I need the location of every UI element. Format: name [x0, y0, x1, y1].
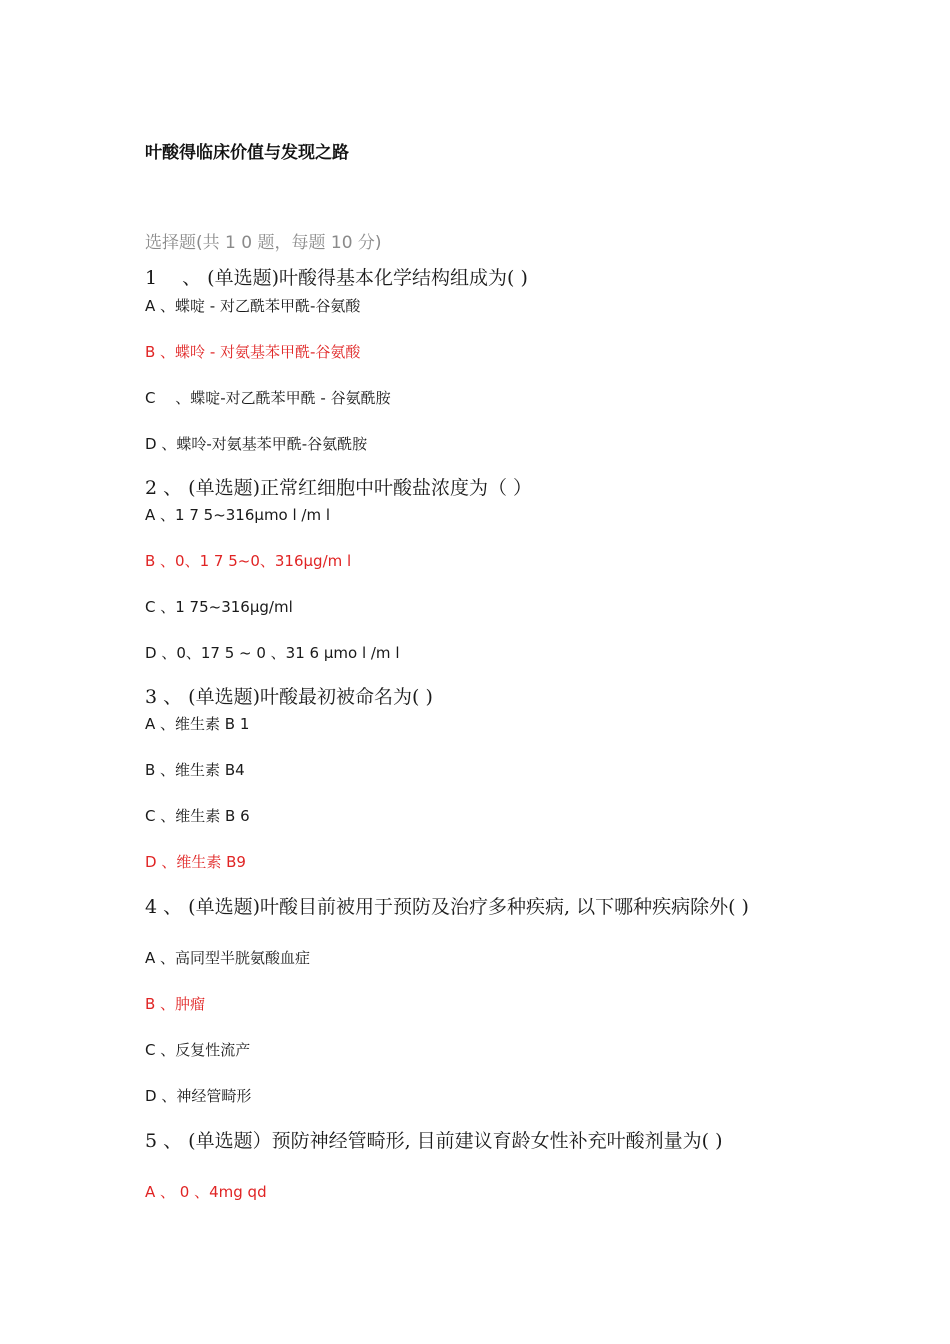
question-4-option-a: A 、高同型半胱氨酸血症: [145, 949, 311, 967]
question-1-option-d: D 、蝶呤-对氨基苯甲酰-谷氨酰胺: [145, 435, 368, 453]
question-2-option-b: B 、0、1 7 5~0、316μg/m l: [145, 552, 352, 570]
question-3: 3 、 (单选题)叶酸最初被命名为( ): [145, 686, 433, 708]
section-label: 选择题(共 1 0 题，每题 10 分): [145, 233, 382, 253]
question-1-option-a: A 、蝶啶 - 对乙酰苯甲酰-谷氨酸: [145, 297, 361, 315]
question-5: 5 、 (单选题）预防神经管畸形, 目前建议育龄女性补充叶酸剂量为( ): [145, 1130, 723, 1152]
question-4-option-d: D 、神经管畸形: [145, 1087, 252, 1105]
document-title: 叶酸得临床价值与发现之路: [145, 143, 349, 163]
question-2: 2 、 (单选题)正常红细胞中叶酸盐浓度为（ ）: [145, 477, 533, 499]
question-1-option-b: B 、蝶呤 - 对氨基苯甲酰-谷氨酸: [145, 343, 361, 361]
question-2-option-c: C 、1 75~316μg/ml: [145, 598, 293, 616]
question-4-option-b: B 、肿瘤: [145, 995, 206, 1013]
question-4: 4 、 (单选题)叶酸目前被用于预防及治疗多种疾病, 以下哪种疾病除外( ): [145, 896, 749, 918]
question-1-option-c: C 、蝶啶-对乙酰苯甲酰 - 谷氨酰胺: [145, 389, 391, 407]
question-3-option-a: A 、维生素 B 1: [145, 715, 250, 733]
question-3-option-c: C 、维生素 B 6: [145, 807, 250, 825]
question-5-option-a: A 、 0 、4mg qd: [145, 1183, 267, 1201]
question-3-option-b: B 、维生素 B4: [145, 761, 245, 779]
question-2-option-d: D 、0、17 5 ~ 0 、31 6 μmo l /m l: [145, 644, 400, 662]
question-1: 1 、 (单选题)叶酸得基本化学结构组成为( ): [145, 267, 528, 289]
question-2-option-a: A 、1 7 5~316μmo l /m l: [145, 506, 331, 524]
question-3-option-d: D 、维生素 B9: [145, 853, 246, 871]
question-4-option-c: C 、反复性流产: [145, 1041, 251, 1059]
